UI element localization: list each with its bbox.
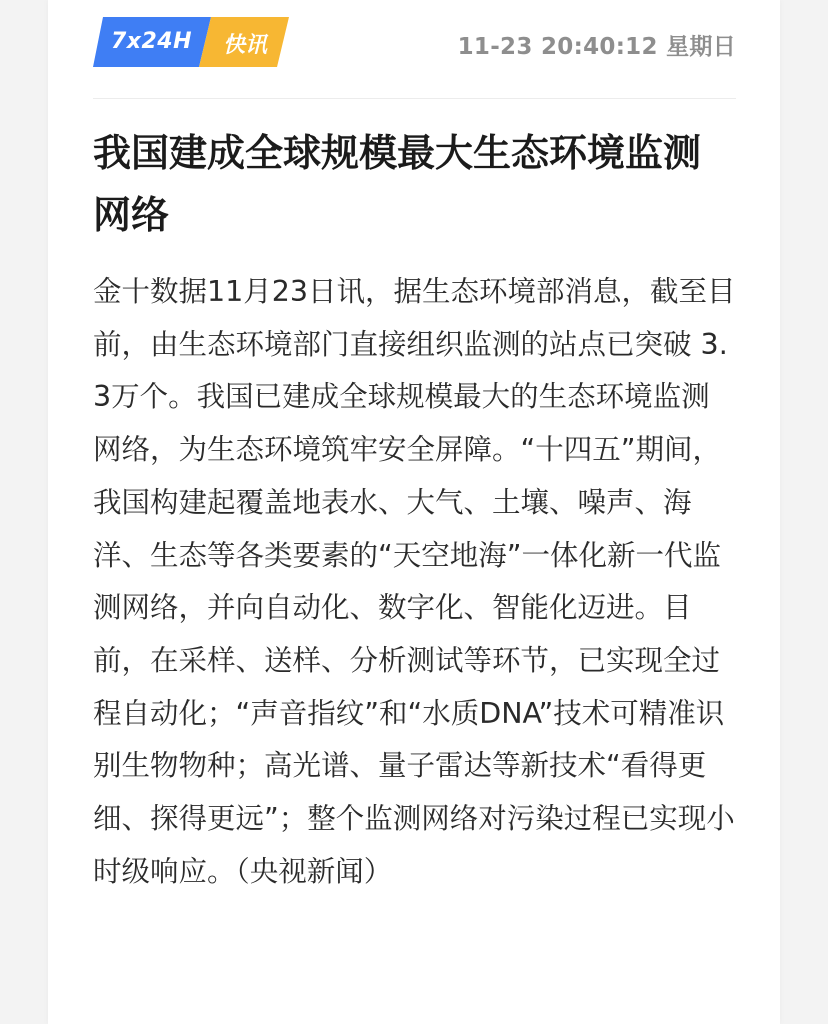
- news-card: [48, 0, 780, 1024]
- news-timestamp: 11-23 20:40:12 星期日: [457, 34, 736, 60]
- header-divider: [93, 98, 736, 99]
- article-title: 我国建成全球规模最大生态环境监测网络: [93, 130, 702, 237]
- badge-label-flash: 快讯: [223, 33, 268, 58]
- flash-news-badge: [93, 17, 289, 67]
- news-header: [93, 17, 736, 67]
- badge-label-7x24h: 7x24H: [111, 29, 193, 54]
- article-body: 金十数据11月23日讯，据生态环境部消息，截至目前，由生态环境部门直接组织监测的站点已突破 3.3万个。我国已建成全球规模最大的生态环境监测网络，为生态环境筑牢安全屏障。“十四五”期间，我国构建起覆盖地表水、大气、土壤、噪声、海洋、生态等各类要素的“天空地海”一体化新一代监测网络，并向自动化、数字化、智能化迈进。目前，在采样、送样、分析测试等环节，已实现全过程自动化；“声音指纹”和“水质DNA”技术可精准识别生物物种；高光谱、量子雷达等新技术“看得更细、探得更远”；整个监测网络对污染过程已实现小时级响应。（央视新闻）: [93, 275, 736, 888]
